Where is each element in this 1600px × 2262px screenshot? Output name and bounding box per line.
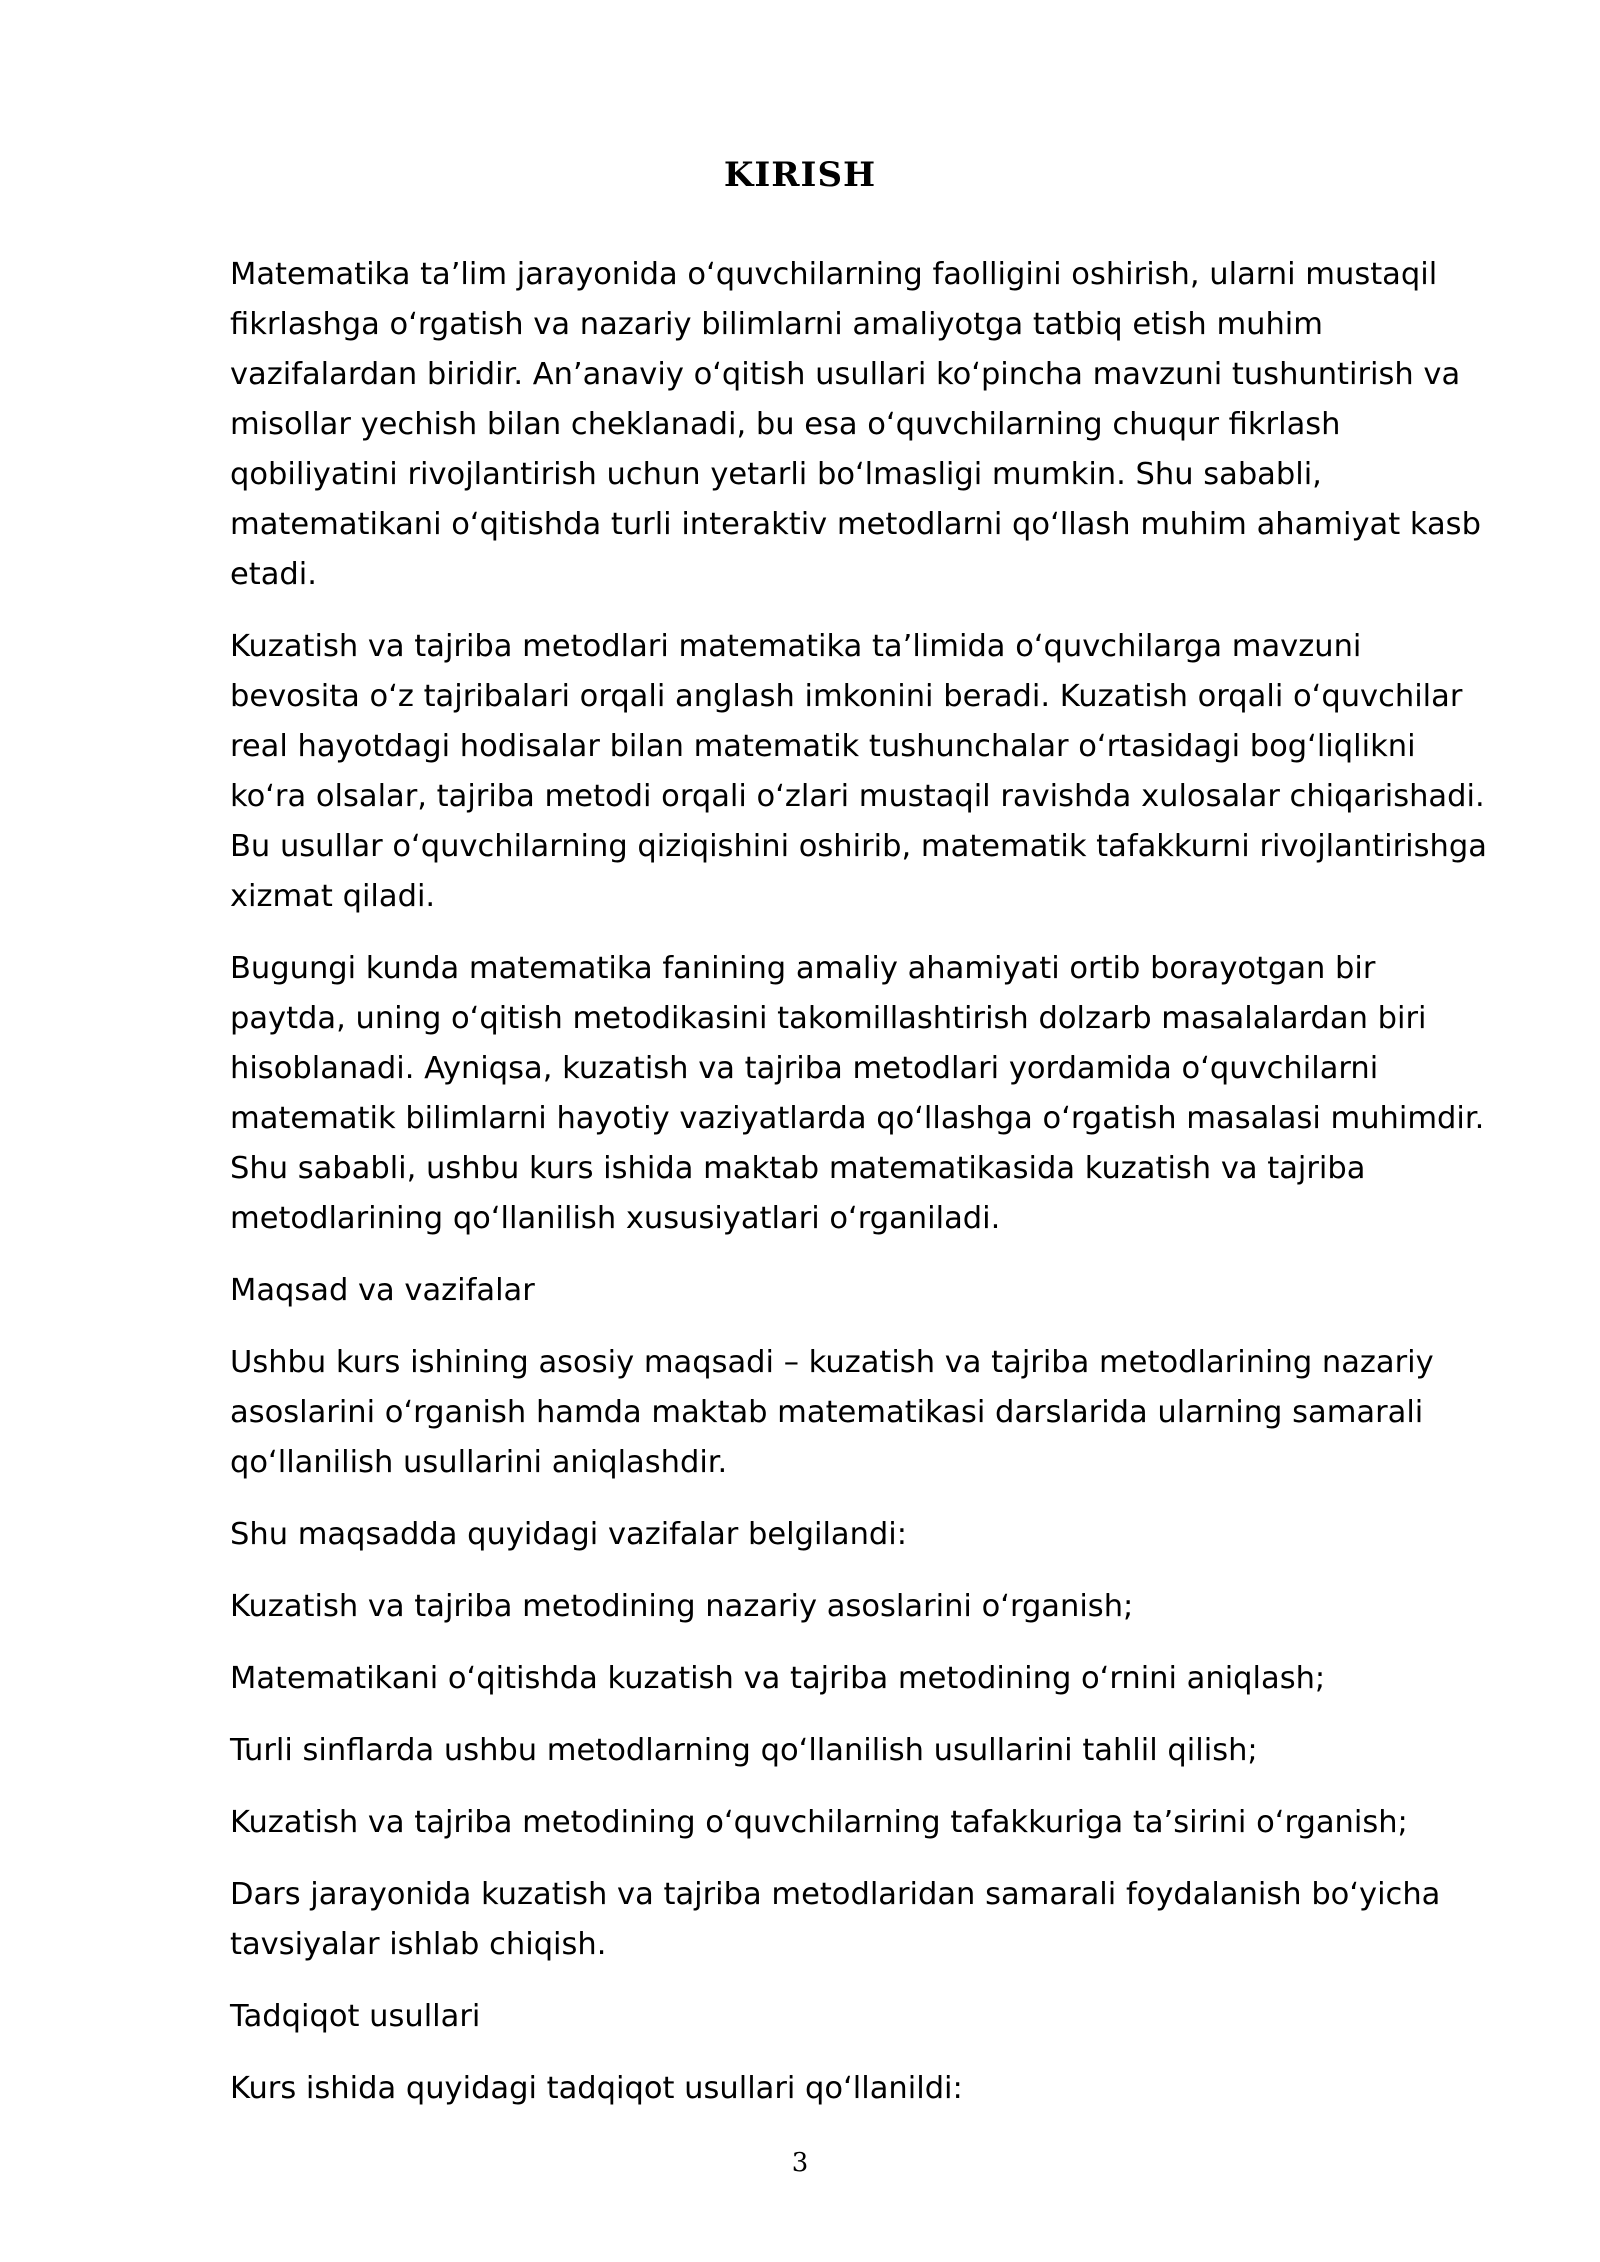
task-item: Kuzatish va tajriba metodining o‘quvchilarning tafakkuriga ta’sirini o‘rganish; bbox=[230, 1805, 1408, 1840]
task-item: Dars jarayonida kuzatish va tajriba metodlaridan samarali foydalanish bo‘yicha tavsiyalar ishlab chiqish. bbox=[230, 1877, 1441, 1962]
document-body bbox=[230, 250, 1492, 2136]
task-item: Turli sinflarda ushbu metodlarning qo‘llanilish usullarini tahlil qilish; bbox=[230, 1733, 1258, 1768]
paragraph-intro: Matematika ta’lim jarayonida o‘quvchilarning faolligini oshirish, ularni mustaqil fikrlashga o‘rgatish va nazariy bilimlarni amaliyotga tatbiq etish muhim vazifalardan biridir. An’anaviy o‘qitish usullari ko‘pincha mavzuni tushuntirish va misollar yechish bilan cheklanadi, bu esa o‘quvchilarning chuqur fikrlash qobiliyatini rivojlantirish uchun yetarli bo‘lmasligi mumkin. Shu sababli, matematikani o‘qitishda turli interaktiv metodlarni qo‘llash muhim ahamiyat kasb etadi. bbox=[230, 257, 1481, 592]
page-title: KIRISH bbox=[723, 155, 877, 195]
paragraph-tasks-intro: Shu maqsadda quyidagi vazifalar belgilandi: bbox=[230, 1517, 908, 1552]
paragraph-methods: Kuzatish va tajriba metodlari matematika ta’limida o‘quvchilarga mavzuni bevosita o‘z tajribalari orqali anglash imkonini beradi. Kuzatish orqali o‘quvchilar real hayotdagi hodisalar bilan matematik tushunchalar o‘rtasidagi bog‘liqlikni ko‘ra olsalar, tajriba metodi orqali o‘zlari mustaqil ravishda xulosalar chiqarishadi. Bu usullar o‘quvchilarning qiziqishini oshirib, matematik tafakkurni rivojlantirishga xizmat qiladi. bbox=[230, 629, 1487, 914]
section-heading-goals: Maqsad va vazifalar bbox=[230, 1273, 535, 1308]
task-item: Kuzatish va tajriba metodining nazariy asoslarini o‘rganish; bbox=[230, 1589, 1134, 1624]
page-number: 3 bbox=[791, 2148, 809, 2178]
task-item: Matematikani o‘qitishda kuzatish va tajriba metodining o‘rnini aniqlash; bbox=[230, 1661, 1326, 1696]
paragraph-relevance: Bugungi kunda matematika fanining amaliy ahamiyati ortib borayotgan bir paytda, uning o‘qitish metodikasini takomillashtirish dolzarb masalalardan biri hisoblanadi. Ayniqsa, kuzatish va tajriba metodlari yordamida o‘quvchilarni matematik bilimlarni hayotiy vaziyatlarda qo‘llashga o‘rgatish masalasi muhimdir. Shu sababli, ushbu kurs ishida maktab matematikasida kuzatish va tajriba metodlarining qo‘llanilish xususiyatlari o‘rganiladi. bbox=[230, 951, 1485, 1236]
paragraph-goal: Ushbu kurs ishining asosiy maqsadi – kuzatish va tajriba metodlarining nazariy asoslarini o‘rganish hamda maktab matematikasi darslarida ularning samarali qo‘llanilish usullarini aniqlashdir. bbox=[230, 1345, 1434, 1480]
section-heading-research-methods: Tadqiqot usullari bbox=[230, 1999, 481, 2034]
paragraph-research-methods-intro: Kurs ishida quyidagi tadqiqot usullari qo‘llanildi: bbox=[230, 2071, 963, 2106]
